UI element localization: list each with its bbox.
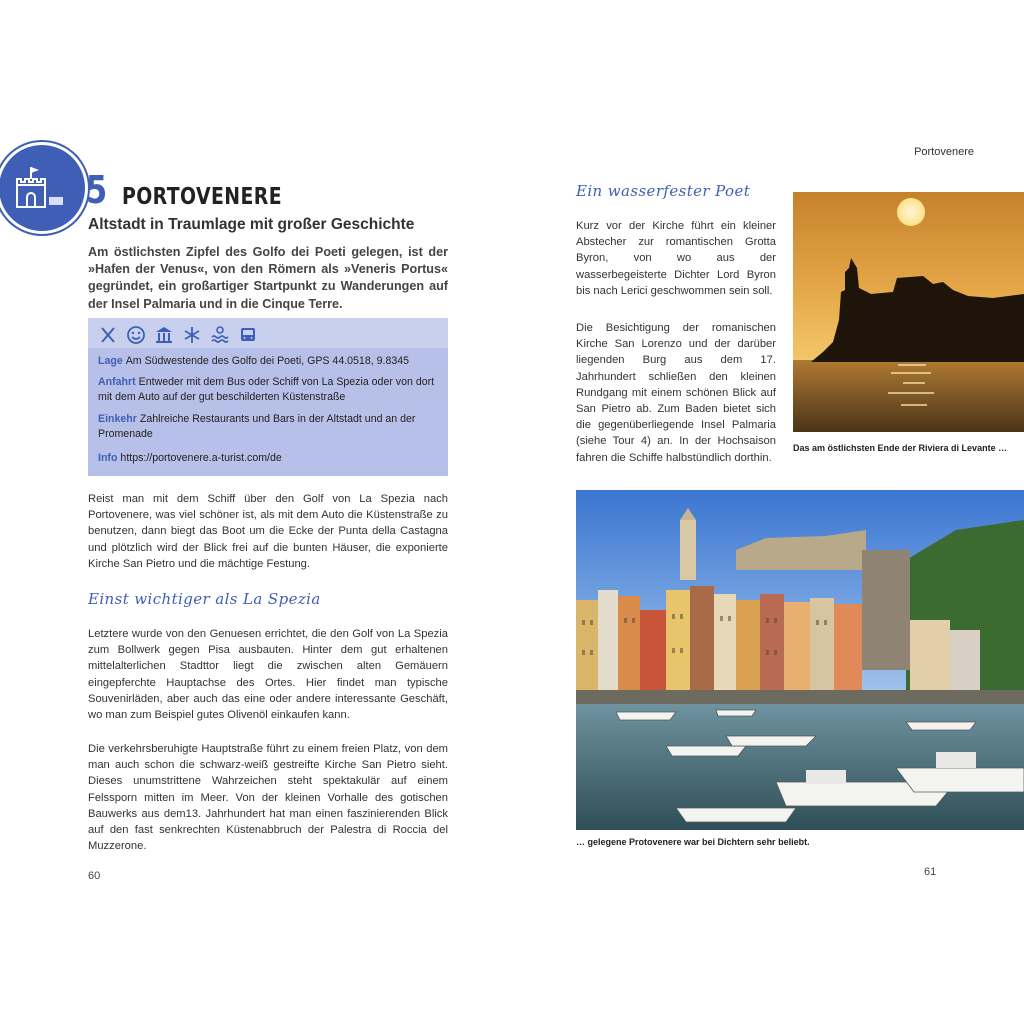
- page-number-left: 60: [88, 870, 101, 882]
- swimming-icon: [210, 325, 230, 345]
- winter-icon: [182, 325, 202, 345]
- body-paragraph-2: Die Besichtigung der romanischen Kirche San Lorenzo und der darüber liegenden Burg aus dem 17. Jahrhundert schließen den kleinen Rundgang mit einem schönen Blick auf San Pietro ab. Zum Baden bietet sich die gegenüberliegende Insel Palmaria (siehe Tour 4) an. In der Hochsaison fahren die Schiffe halbstündlich dorthin.: [576, 322, 776, 464]
- sunset-photo: [793, 192, 1024, 432]
- tour-subtitle: Altstadt in Traumlage mit großer Geschichte: [88, 216, 415, 233]
- section-heading: Ein wasserfester Poet: [576, 182, 751, 200]
- info-lage: Lage Am Südwestende des Golfo dei Poeti, GPS 44.0518, 9.8345: [98, 355, 410, 367]
- info-body: [88, 348, 448, 476]
- page-number-right: 61: [924, 866, 937, 878]
- body-paragraph-3: Die verkehrsberuhigte Hauptstraße führt zu einem freien Platz, von dem man auch schon die schwarz-weiß gestreifte Kirche San Pietro sieht. Dieses unumstrittene Wahrzeichen steht spektakulär auf einem Felssporn mitten im Meer. Von der kleinen Vorhalle des gotischen Bauwerks aus dem13. Jahrhundert hat man einen faszinierenden Blick auf den fast senkrechten Küstenabbruch der Palestra di Roccia del Muzzerone.: [88, 743, 448, 853]
- harbor-photo: [576, 490, 1024, 830]
- castle-badge-icon: [0, 142, 88, 234]
- bus-icon: [238, 325, 258, 345]
- photo-caption-2: … gelegene Protovenere war bei Dichtern sehr beliebt.: [576, 837, 810, 847]
- info-icons: [98, 322, 258, 348]
- body-paragraph-1: Kurz vor der Kirche führt ein kleiner Abstecher zur romantischen Grotta Byron, von wo aus der wasserbegeisterte Dichter Lord Byron bis nach Lerici geschwommen sein soll.: [576, 220, 776, 297]
- info-box: [88, 318, 448, 476]
- right-page: [512, 0, 1024, 1024]
- photo-caption-1: Das am östlichsten Ende der Riviera di Levante …: [793, 443, 1008, 453]
- info-web: Info https://portovenere.a-turist.com/de: [98, 452, 282, 464]
- tour-number: 5: [86, 168, 108, 212]
- intro-paragraph: Am östlichsten Zipfel des Golfo dei Poeti gelegen, ist der »Hafen der Venus«, von den Römern als »Veneris Portus« gegründet, ein großartiger Startpunkt zu Wanderungen auf der Insel Palmaria und in die Cinque Terre.: [88, 245, 448, 311]
- info-anfahrt: Anfahrt Entweder mit dem Bus oder Schiff von La Spezia oder von dort mit dem Auto auf der gut beschilderten Küstenstraße: [98, 376, 435, 403]
- info-einkehr: Einkehr Zahlreiche Restaurants und Bars in der Altstadt und an der Promenade: [98, 413, 416, 440]
- body-paragraph-1: Reist man mit dem Schiff über den Golf von La Spezia nach Portovenere, was viel schöner ist, als mit dem Auto die Küstenstraße zu benutzen, dann biegt das Boot um die Ecke der Punta della Castagna und plötzlich wird der Blick frei auf die bunten Häuser, die exponierte Kirche San Pietro und die mächtige Festung.: [88, 493, 448, 570]
- tour-title: PORTOVENERE: [122, 184, 282, 210]
- section-heading-2: Einst wichtiger als La Spezia: [88, 590, 321, 608]
- running-head: Portovenere: [914, 146, 974, 158]
- museum-icon: [154, 325, 174, 345]
- family-icon: [126, 325, 146, 345]
- restaurant-icon: [98, 325, 118, 345]
- body-paragraph-2: Letztere wurde von den Genuesen errichtet, die den Golf von La Spezia zum Bollwerk gegen Pisa ausbauten. Hinter dem gut erhaltenen mittelalterlichen Stadttor liegt die zwischen alten Gemäuern eingepferchte Hauptachse des Ortes. Hier findet man typische Souvenirläden, aber auch das eine oder andere interessante Geschäft, wo man zum Beispiel gutes Olivenöl einkaufen kann.: [88, 628, 448, 722]
